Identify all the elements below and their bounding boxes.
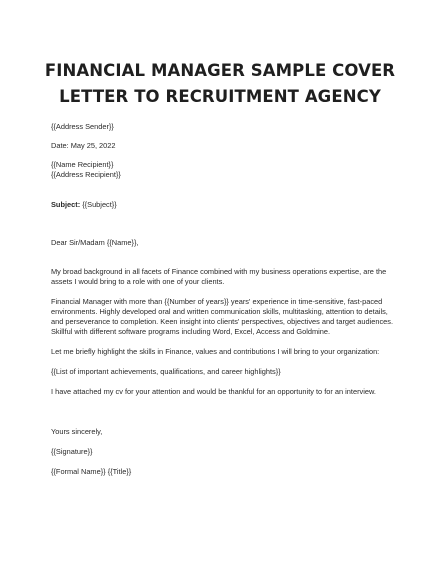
subject-label: Subject: [51, 200, 81, 209]
paragraph-4: {{List of important achievements, qualifications, and career highlights}} [51, 367, 281, 376]
paragraph-2-line-3: and perseverance to completion. Keen insight into clients' perspectives, objectives and target audiences. [51, 317, 393, 326]
formal-name: {{Formal Name}} {{Title}} [51, 467, 132, 476]
document-title [20, 58, 420, 110]
address-sender: {{Address Sender}} [51, 122, 114, 131]
address-recipient: {{Address Recipient}} [51, 170, 121, 179]
paragraph-1-line-1: My broad background in all facets of Finance combined with my business operations expertise, are the [51, 267, 387, 276]
signature: {{Signature}} [51, 447, 93, 456]
title-line-2: LETTER TO RECRUITMENT AGENCY [59, 87, 381, 106]
letter-date: Date: May 25, 2022 [51, 141, 116, 150]
paragraph-2-line-4: Skillful with different software programs including Word, Excel, Access and Goldmine. [51, 327, 331, 336]
title-line-1: FINANCIAL MANAGER SAMPLE COVER [44, 61, 396, 80]
name-recipient: {{Name Recipient}} [51, 160, 114, 169]
paragraph-2-line-2: environments. Highly developed oral and written communication skills, multitasking, attention to details, [51, 307, 388, 316]
subject-line [51, 199, 117, 210]
paragraph-5: I have attached my cv for your attention and would be thankful for an opportunity to for an interview. [51, 387, 376, 396]
paragraph-1-line-2: assets I would bring to a role with one of your clients. [51, 277, 225, 286]
subject-value: {{Subject}} [80, 200, 117, 209]
greeting: Dear Sir/Madam {{Name}}, [51, 238, 139, 247]
paragraph-3: Let me briefly highlight the skills in Finance, values and contributions I will bring to your organization: [51, 347, 380, 356]
closing: Yours sincerely, [51, 427, 103, 436]
paragraph-2-line-1: Financial Manager with more than {{Number of years}} years' experience in time-sensitive, fast-paced [51, 297, 383, 306]
